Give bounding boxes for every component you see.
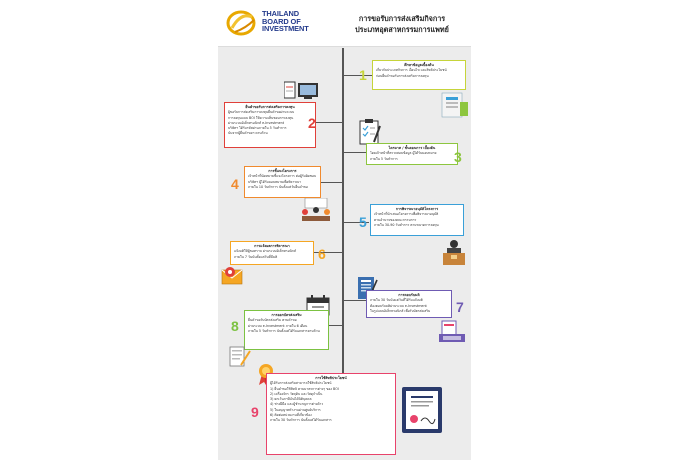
step-7-number: 7 [456, 299, 464, 315]
boi-logo-text: THAILAND BOARD OF INVESTMENT [262, 9, 309, 34]
connector-4 [321, 182, 343, 183]
step-1-box: ศึกษาข้อมูลเบื้องต้น เกี่ยวกับประเภทกิจการ เงื่อนไข และสิทธิประโยชน์ ก่อนยื่นคำขอรับการส่งเสริมการลงทุน [372, 60, 466, 90]
step-4-number: 4 [231, 176, 239, 192]
step-3-box: ไตรมาส / ขั้นตอนการ เบื้องต้น โดยเจ้าหน้าที่ตรวจสอบข้อมูล ผู้ได้รับมอบหมาย ภายใน 5 วันทำการ [366, 143, 458, 165]
meeting-icon [300, 198, 332, 224]
step-3-number: 3 [454, 149, 462, 165]
connector-2 [316, 122, 343, 123]
step-1-number: 1 [359, 67, 367, 83]
certificate-icon [400, 385, 444, 435]
clipboard-checklist-icon [358, 118, 384, 146]
connector-3 [343, 152, 367, 153]
paper-pen-icon [228, 345, 252, 369]
boi-logo-icon [226, 8, 260, 38]
mail-notification-icon [221, 264, 245, 286]
step-2-box: ยื่นคำขอรับการส่งเสริมการลงทุน ผู้ขอรับการส่งเสริมการลงทุนยื่นคำขอผ่านระบบ การลงทุนแบบ BOI ให้ความเห็นชอบการลงทุน ผ่านระบบอิเล็กทรอนิกส์ e-Investment บริษัทฯ ได้รับรหัสผ่านภายใน 5 วันทำการ นับจากผู้ยื่นคำขอฯ ครบถ้วน [224, 102, 316, 148]
computer-icon [284, 79, 324, 103]
page-title: การขอรับการส่งเสริมกิจการ ประเภทอุตสาหกรรมการแพทย์ [355, 14, 449, 34]
connector-1 [343, 75, 373, 76]
connector-8 [329, 325, 343, 326]
submit-form-icon [438, 320, 466, 344]
step-5-box: การพิจารณาอนุมัติโครงการ เจ้าหน้าที่นำเสนอโครงการเพื่อพิจารณาอนุมัติ ตามอำนาจของคณะกรรมการ ภายใน 30-90 วันทำการ ตามขนาดการลงทุน [370, 204, 464, 236]
step-5-number: 5 [359, 214, 367, 230]
building-icon [440, 90, 470, 120]
step-9-box: การใช้สิทธิประโยชน์ ผู้ได้รับการส่งเสริมสามารถใช้สิทธิประโยชน์ 1) ยื่นคำขอใช้สิทธิ ตามมาตรการต่างๆ ของ BOI 2) เครื่องจักร วัตถุดิบ และวัสดุจำเป็น 3) ยกเว้นภาษีเงินได้นิติบุคคล 4) ช่างฝีมือ และผู้ชำนาญการต่างด้าว 5) ใบอนุญาตทำงานผ่านศูนย์บริการ 6) ติดต่อหน่วยงานที่เกี่ยวข้อง ภายใน 30 วันทำการ นับตั้งแต่ได้รับเอกสาร [266, 373, 396, 455]
infographic-poster [218, 0, 471, 460]
step-6-number: 6 [318, 246, 326, 262]
step-8-box: การออกบัตรส่งเสริม ยื่นคำขอรับบัตรส่งเสริม ตามคำขอ ผ่านระบบ e-Investment ภายใน 6 เดือน ภายใน 5 วันทำการ นับตั้งแต่ได้รับเอกสารครบถ้วน [244, 310, 329, 350]
step-2-number: 2 [308, 115, 316, 131]
step-9-number: 9 [251, 404, 259, 420]
step-7-box: การตอบรับมติ ภายใน 30 วันนับแต่วันที่ได้รับแจ้งมติ ต้องตอบรับมติผ่านระบบ e-Investment ในรูปแบบอิเล็กทรอนิกส์ เพื่อรับบัตรส่งเสริม [366, 290, 452, 318]
step-6-box: การแจ้งผลการพิจารณา แจ้งมติให้ผู้ขอทราบ ผ่านระบบอิเล็กทรอนิกส์ ภายใน 7 วันนับตั้งแต่วันที่มีมติ [230, 241, 314, 265]
step-4-box: การชี้แจงโครงการ เจ้าหน้าที่นัดหมายชี้แจงโครงการ ต่อผู้รับผิดชอบ บริษัทฯ ผู้ได้รับมอบหมายเพื่อพิจารณา ภายใน 10 วันทำการ นับตั้งแต่วันยื่นคำขอ [244, 166, 321, 198]
speaker-podium-icon [440, 238, 468, 266]
step-8-number: 8 [231, 318, 239, 334]
poster-header [218, 0, 471, 47]
